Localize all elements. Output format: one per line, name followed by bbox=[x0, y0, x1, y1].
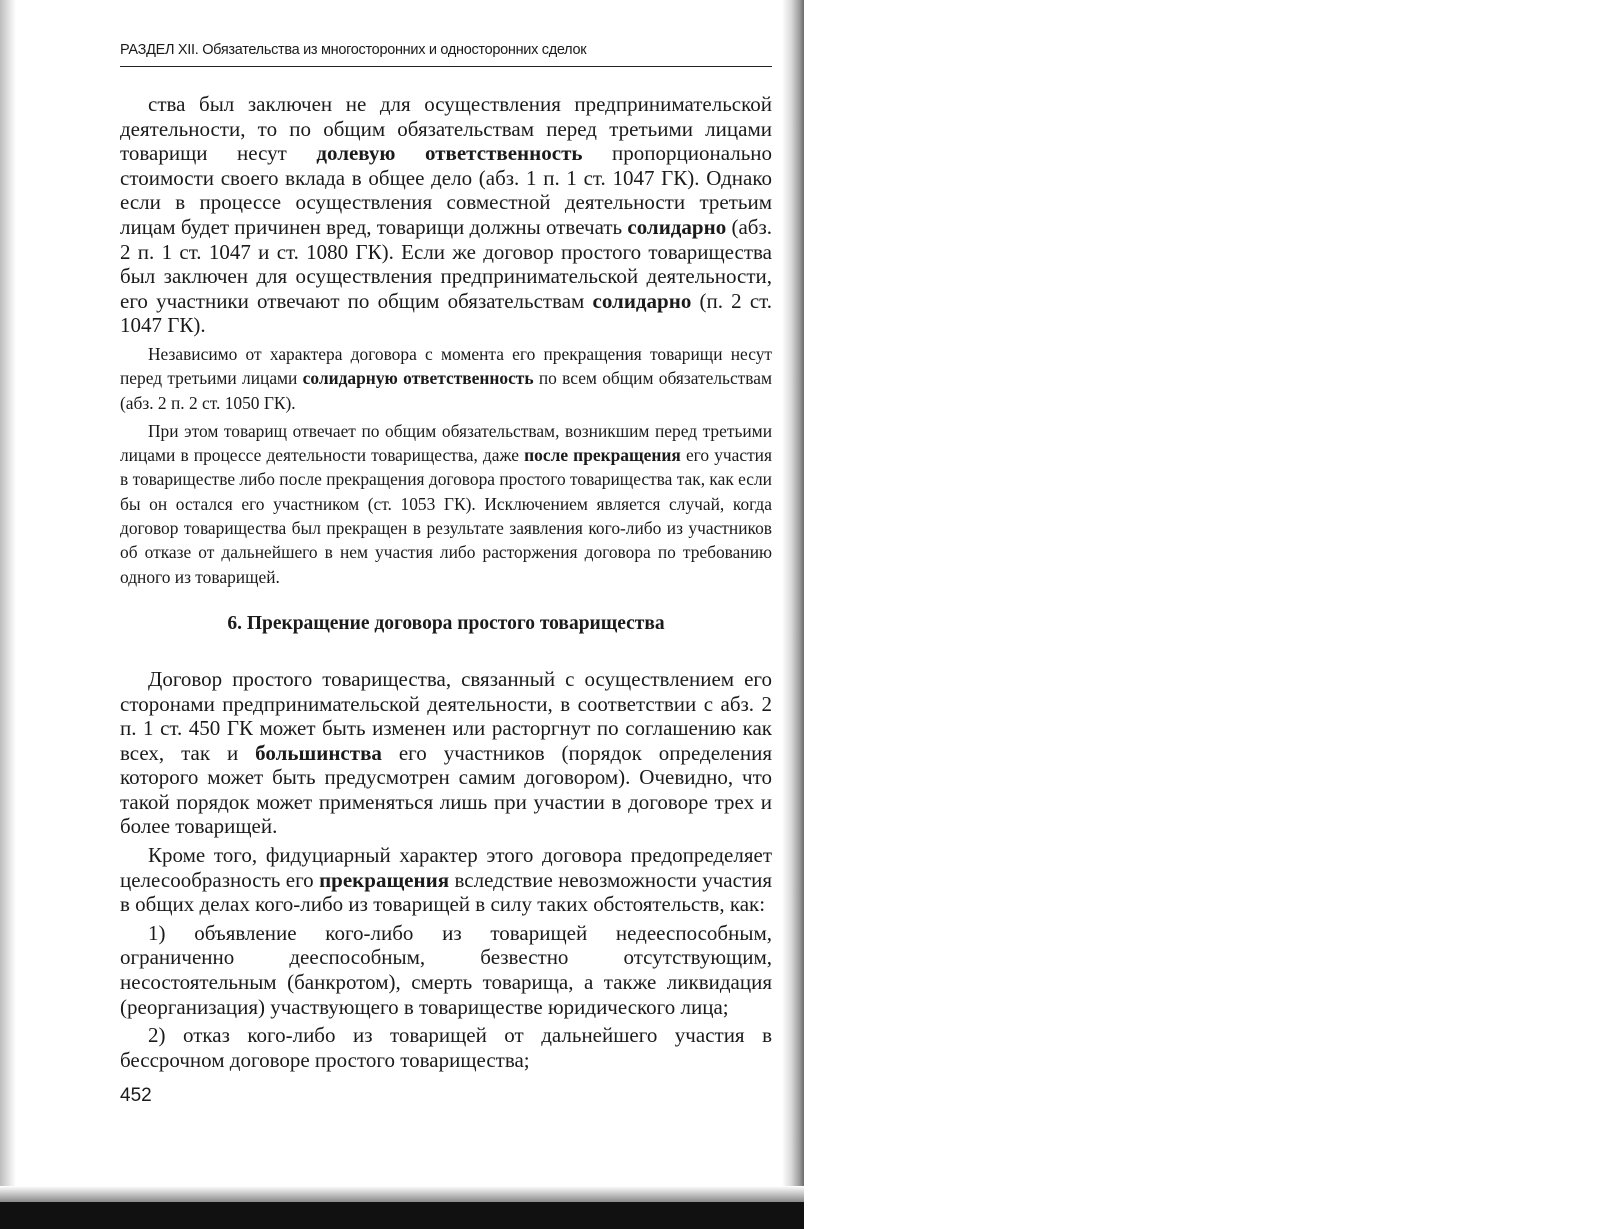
text-run: (п. 2 ст. 1047 ГК). bbox=[120, 288, 772, 338]
text-run: (абз. 2 п. 1 ст. 1047 и ст. 1080 ГК). Если же договор простого товарищества был заключен для осуществления предпринимательской деятельности, его участники отвечают по общим обязательствам bbox=[120, 214, 772, 313]
section-title: 6. Прекращение договора простого товарищества bbox=[227, 612, 665, 634]
emphasis-text: долевую ответственность bbox=[316, 141, 583, 166]
running-header: РАЗДЕЛ XII. Обязательства из многосторонних и односторонних сделок bbox=[120, 42, 772, 67]
text-run: его участников (порядок определения которого может быть предусмотрен самим договором). Очевидно, что такой порядок может применяться лишь при участии в договоре трех и более товарищей. bbox=[120, 740, 772, 839]
text-run: его участия в товариществе либо после прекращения договора простого товарищества так, как если бы он остался его участником (ст. 1053 ГК). Исключением является случай, когда договор товарищества был прекращен в результате заявления кого-либо из участников об отказе от дальнейшего в нем участия либо расторжения договора по требованию одного из товарищей. bbox=[120, 445, 772, 587]
text-run: по всем общим обязательствам (абз. 2 п. 2 ст. 1050 ГК). bbox=[120, 368, 772, 413]
text-run: ства был заключен не для осуществления предпринимательской деятельности, то по общим обязательствам перед третьими лицами товарищи несут bbox=[120, 92, 772, 166]
text-run: 1) объявление кого-либо из товарищей недееспособным, ограниченно дееспособным, безвестно отсутствующим, несостоятельным (банкротом), смерть товарища, а также ликвидация (реорганизация) участвующего в товариществе юридического лица; bbox=[120, 920, 772, 1019]
text-run: Независимо от характера договора с момента его прекращения товарищи несут перед третьими лицами bbox=[120, 343, 772, 389]
paragraph bbox=[120, 843, 772, 917]
page-body bbox=[120, 92, 772, 1072]
paragraph bbox=[120, 921, 772, 1019]
paragraph bbox=[120, 1023, 772, 1072]
scan-bottom-shadow bbox=[0, 1186, 804, 1202]
text-run: При этом товарищ отвечает по общим обязательствам, возникшим перед третьими лицами в процессе деятельности товарищества, даже bbox=[120, 420, 772, 466]
text-run: пропорционально стоимости своего вклада в общее дело (абз. 1 п. 1 ст. 1047 ГК). Однако если в процессе осуществления совместной деятельности третьим лицам будет причинен вред, товарищи должны отвечать bbox=[120, 141, 773, 239]
text-run: Договор простого товарищества, связанный с осуществлением его сторонами предпринимательской деятельности, в соответствии с абз. 2 п. 1 ст. 450 ГК может быть изменен или расторгнут по соглашению как всех, так и bbox=[120, 666, 772, 765]
paragraph bbox=[120, 92, 772, 338]
paragraph-group-2 bbox=[120, 667, 772, 1073]
text-run: Кроме того, фидуциарный характер этого договора предопределяет целесообразность его bbox=[120, 843, 772, 892]
book-gutter-shadow bbox=[782, 0, 804, 1229]
text-run: 2) отказ кого-либо из товарищей от дальнейшего участия в бессрочном договоре простого товарищества; bbox=[120, 1023, 772, 1072]
paragraph-group-1 bbox=[120, 92, 772, 589]
page-number: 452 bbox=[120, 1085, 152, 1106]
text-run: вследствие невозможности участия в общих делах кого-либо из товарищей в силу таких обстоятельств, как: bbox=[120, 867, 772, 917]
emphasis-text: солидарно bbox=[592, 288, 692, 313]
paragraph bbox=[120, 342, 772, 415]
paragraph bbox=[120, 667, 772, 839]
scan-edge-shadow bbox=[0, 0, 16, 1229]
paragraph bbox=[120, 419, 772, 589]
emphasis-text: большинства bbox=[255, 740, 382, 765]
emphasis-text: солидарную ответственность bbox=[302, 368, 534, 389]
emphasis-text: солидарно bbox=[627, 214, 727, 239]
emphasis-text: прекращения bbox=[319, 867, 450, 892]
emphasis-text: после прекращения bbox=[524, 445, 681, 466]
scan-bottom-edge bbox=[0, 1202, 804, 1229]
